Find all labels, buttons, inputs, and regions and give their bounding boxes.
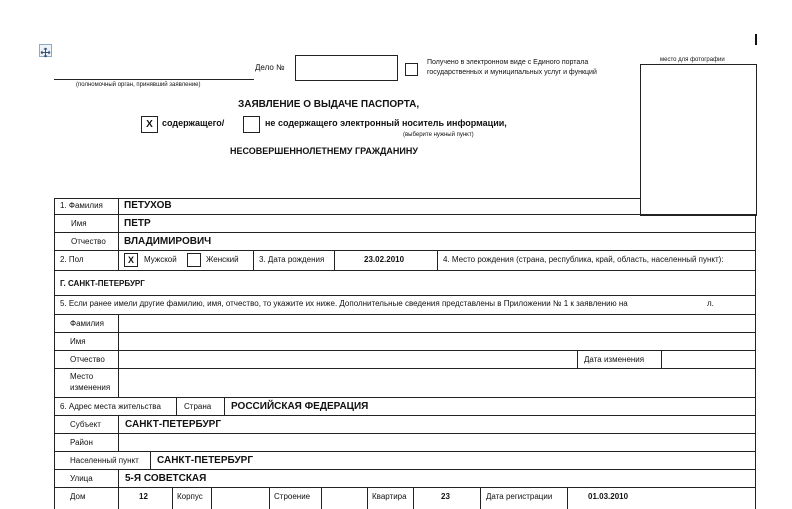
female-label: Женский (206, 255, 239, 264)
country-label: Страна (184, 402, 212, 411)
subject-value[interactable]: САНКТ-ПЕТЕРБУРГ (125, 419, 222, 430)
dob-label: 3. Дата рождения (259, 255, 325, 264)
name-label: Имя (71, 219, 87, 228)
reg-date-value[interactable]: 01.03.2010 (588, 492, 629, 501)
contains-chip-checkbox[interactable]: X (141, 116, 158, 133)
text-cursor (755, 34, 757, 45)
house-label: Дом (70, 492, 86, 501)
male-checkbox[interactable]: X (124, 253, 138, 267)
prev-surname-label: Фамилия (70, 319, 104, 328)
birthplace-label: 4. Место рождения (страна, республика, край, область, населенный пункт): (443, 255, 724, 264)
contains-chip-label: содержащего/ (162, 118, 225, 128)
move-handle-icon[interactable] (39, 44, 52, 57)
change-place-label-2: изменения (70, 383, 111, 392)
portal-text-1: Получено в электронном виде с Единого портала (427, 59, 589, 66)
male-label: Мужской (144, 255, 177, 264)
female-checkbox[interactable] (187, 253, 201, 267)
street-label: Улица (70, 474, 93, 483)
house-value[interactable]: 12 (139, 492, 148, 501)
patronymic-value[interactable]: ВЛАДИМИРОВИЧ (124, 236, 212, 247)
apartment-label: Квартира (372, 492, 407, 501)
photo-caption: место для фотографии (660, 57, 725, 63)
photo-area (640, 64, 757, 216)
structure-label: Строение (274, 492, 311, 501)
patronymic-label: Отчество (71, 237, 106, 246)
sheets-abbr: л. (707, 299, 714, 308)
choose-hint: (выберите нужный пункт) (403, 132, 474, 138)
locality-value[interactable]: САНКТ-ПЕТЕРБУРГ (157, 455, 254, 466)
address-label: 6. Адрес места жительства (60, 402, 161, 411)
reg-date-label: Дата регистрации (486, 492, 553, 501)
surname-value[interactable]: ПЕТУХОВ (124, 200, 172, 211)
prev-name-label: Имя (70, 337, 86, 346)
authority-line (54, 79, 254, 80)
title-line1: ЗАЯВЛЕНИЕ О ВЫДАЧЕ ПАСПОРТА, (238, 99, 420, 110)
portal-text-2: государственных и муниципальных услуг и функций (427, 69, 597, 76)
locality-label: Населенный пункт (70, 456, 139, 465)
case-number-field[interactable] (295, 55, 398, 81)
authority-caption: (полномочный орган, принявший заявление) (76, 82, 201, 88)
apartment-value[interactable]: 23 (441, 492, 450, 501)
district-label: Район (70, 438, 93, 447)
prev-patronymic-label: Отчество (70, 355, 105, 364)
country-value[interactable]: РОССИЙСКАЯ ФЕДЕРАЦИЯ (231, 401, 369, 412)
building-label: Корпус (177, 492, 203, 501)
no-chip-checkbox[interactable] (243, 116, 260, 133)
dob-value[interactable]: 23.02.2010 (364, 255, 405, 264)
birthplace-value[interactable]: Г. САНКТ-ПЕТЕРБУРГ (60, 279, 145, 288)
subject-label: Субъект (70, 420, 101, 429)
sex-label: 2. Пол (60, 255, 84, 264)
no-chip-label: не содержащего электронный носитель информации, (265, 118, 507, 128)
portal-checkbox[interactable] (405, 63, 418, 76)
case-label: Дело № (255, 63, 285, 72)
surname-label: 1. Фамилия (60, 201, 103, 210)
previous-names-intro: 5. Если ранее имели другие фамилию, имя, отчество, то укажите их ниже. Дополнительные сведения представлены в Приложении № 1 к заявлению на (60, 299, 628, 308)
title-line3: НЕСОВЕРШЕННОЛЕТНЕМУ ГРАЖДАНИНУ (230, 146, 418, 156)
street-value[interactable]: 5-Я СОВЕТСКАЯ (125, 473, 207, 484)
change-place-label-1: Место (70, 372, 94, 381)
change-date-label: Дата изменения (584, 355, 645, 364)
name-value[interactable]: ПЕТР (124, 218, 151, 229)
